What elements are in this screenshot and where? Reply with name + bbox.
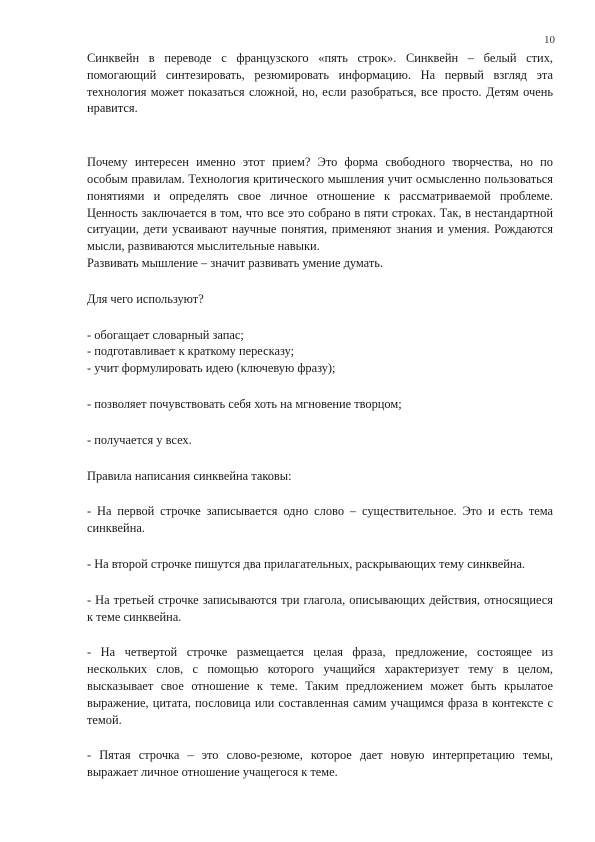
document-body [87, 50, 553, 781]
paragraph-why: Почему интересен именно этот прием? Это форма свободного творчества, но по особым правилам. Технология критического мышления учит осмысленно пользоваться понятиями и определять свое личное отношение к рассматриваемой проблеме. Ценность заключается в том, что все это собрано в пяти строках. Так, в нестандартной ситуации, дети усваивают научные понятия, применяют знания и умения. Рождаются мысли, развиваются мыслительные навыки. [87, 155, 553, 254]
rule-item: - На первой строчке записывается одно слово – существительное. Это и есть тема синквейна. [87, 504, 553, 536]
purpose-question: Для чего используют? [87, 291, 204, 306]
rule-item: - На четвертой строчке размещается целая фраза, предложение, состоящее из нескольких слов, с помощью которого учащийся характеризует тему в целом, высказывает свое отношение к теме. Таким предложением может быть крылатое выражение, цитата, пословица или составленная самим учащимся фраза в контексте с темой. [87, 645, 553, 727]
list-item: - получается у всех. [87, 432, 192, 447]
rules-title: Правила написания синквейна таковы: [87, 468, 292, 483]
rule-item: - На третьей строчке записываются три глагола, описывающих действия, относящиеся к теме синквейна. [87, 592, 553, 624]
page-number: 10 [544, 34, 555, 46]
rule-item: - Пятая строчка – это слово-резюме, которое дает новую интерпретацию темы, выражает личное отношение учащегося к теме. [87, 748, 553, 780]
list-item: - подготавливает к краткому пересказу; [87, 344, 295, 359]
paragraph-thinking: Развивать мышление – значит развивать умение думать. [87, 255, 384, 270]
list-item: - учит формулировать идею (ключевую фразу); [87, 361, 336, 376]
rule-item: - На второй строчке пишутся два прилагательных, раскрывающих тему синквейна. [87, 556, 526, 571]
paragraph-intro: Синквейн в переводе с французского «пять строк». Синквейн – белый стих, помогающий синтезировать, резюмировать информацию. На первый взгляд эта технология может показаться сложной, но, если разобраться, все просто. Детям очень нравится. [87, 51, 553, 116]
list-item: - позволяет почувствовать себя хоть на мгновение творцом; [87, 396, 402, 411]
list-item: - обогащает словарный запас; [87, 327, 244, 342]
